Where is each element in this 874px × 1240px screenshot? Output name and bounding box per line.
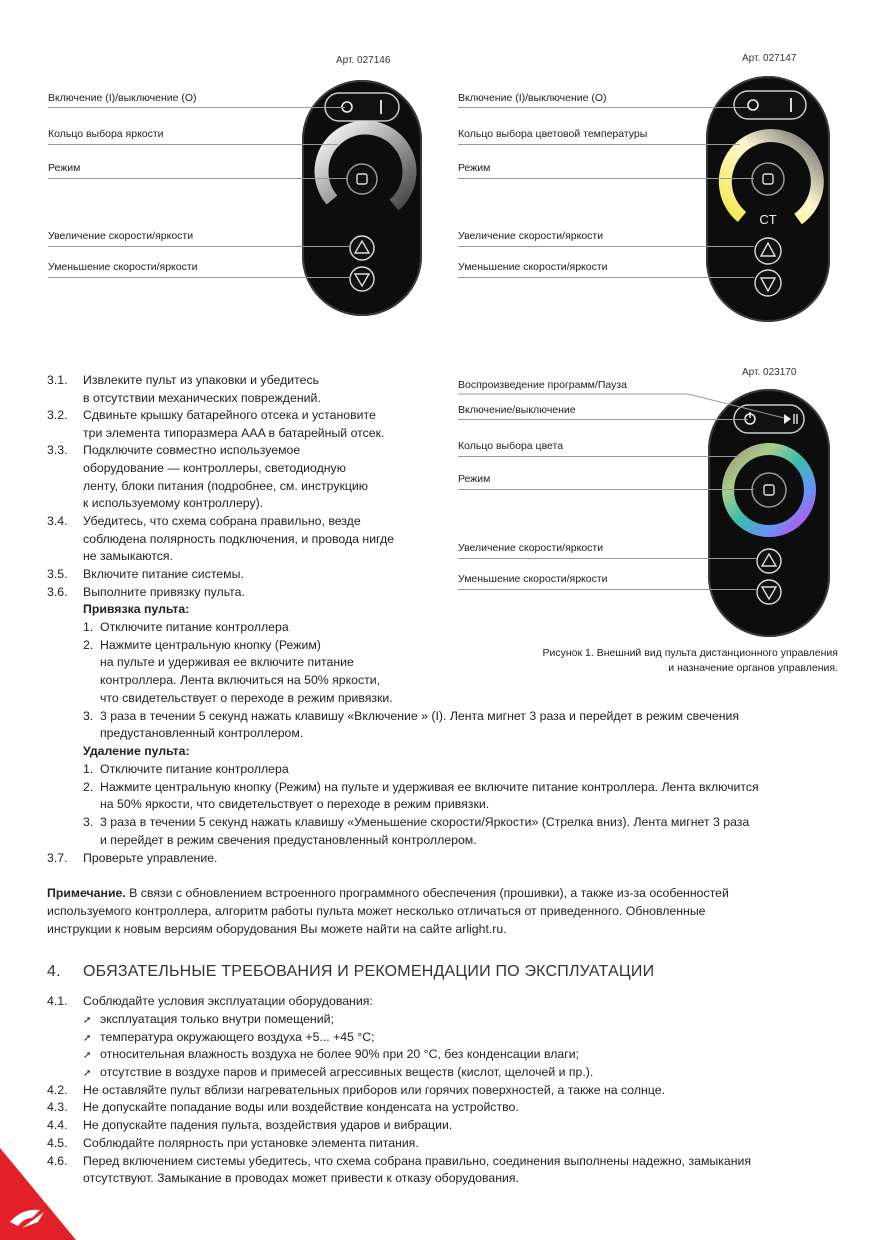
- label-down: Уменьшение скорости/яркости: [458, 573, 608, 585]
- label-up: Увеличение скорости/яркости: [458, 542, 604, 554]
- arrow-bullet-icon: ➚: [83, 1068, 92, 1079]
- label-ring: Кольцо выбора цвета: [458, 440, 564, 452]
- label-down: Уменьшение скорости/яркости: [458, 261, 608, 273]
- label-mode: Режим: [458, 473, 491, 485]
- label-power: Включение (I)/выключение (O): [458, 92, 607, 104]
- up-button[interactable]: [350, 236, 374, 260]
- label-up: Увеличение скорости/яркости: [48, 230, 194, 242]
- label-play-pause: Воспроизведение программ/Пауза: [458, 379, 627, 391]
- section-heading: 4. ОБЯЗАТЕЛЬНЫЕ ТРЕБОВАНИЯ И РЕКОМЕНДАЦИИ ПО ЭКСПЛУАТАЦИИ: [47, 963, 655, 980]
- bind-title: Привязка пульта:: [83, 602, 190, 616]
- note-label: Примечание.: [47, 886, 126, 900]
- label-up: Увеличение скорости/яркости: [458, 230, 604, 242]
- label-ring: Кольцо выбора цветовой температуры: [458, 128, 648, 140]
- article-number: Арт. 023170: [742, 367, 797, 378]
- arrow-bullet-icon: ➚: [83, 1033, 92, 1044]
- arrow-bullet-icon: ➚: [83, 1050, 92, 1061]
- power-button[interactable]: [734, 91, 806, 119]
- label-power: Включение (I)/выключение (O): [48, 92, 197, 104]
- mode-button[interactable]: [347, 164, 377, 194]
- figure-caption: Рисунок 1. Внешний вид пульта дистанционного управления и назначение органов управления.: [542, 647, 838, 674]
- article-number: Арт. 027146: [336, 55, 391, 66]
- delete-title: Удаление пульта:: [83, 744, 190, 758]
- label-ring: Кольцо выбора яркости: [48, 128, 164, 140]
- down-button[interactable]: [350, 267, 374, 291]
- mode-button[interactable]: [752, 163, 784, 195]
- brand-corner-logo: [0, 1148, 80, 1240]
- label-mode: Режим: [48, 162, 81, 174]
- label-power: Включение/выключение: [458, 404, 576, 416]
- remote-controls: [706, 76, 830, 322]
- arrow-bullet-icon: ➚: [83, 1015, 92, 1026]
- label-down: Уменьшение скорости/яркости: [48, 261, 198, 273]
- ct-label: CT: [759, 212, 777, 227]
- label-mode: Режим: [458, 162, 491, 174]
- article-number: Арт. 027147: [742, 53, 797, 64]
- remote-controls: [302, 80, 422, 316]
